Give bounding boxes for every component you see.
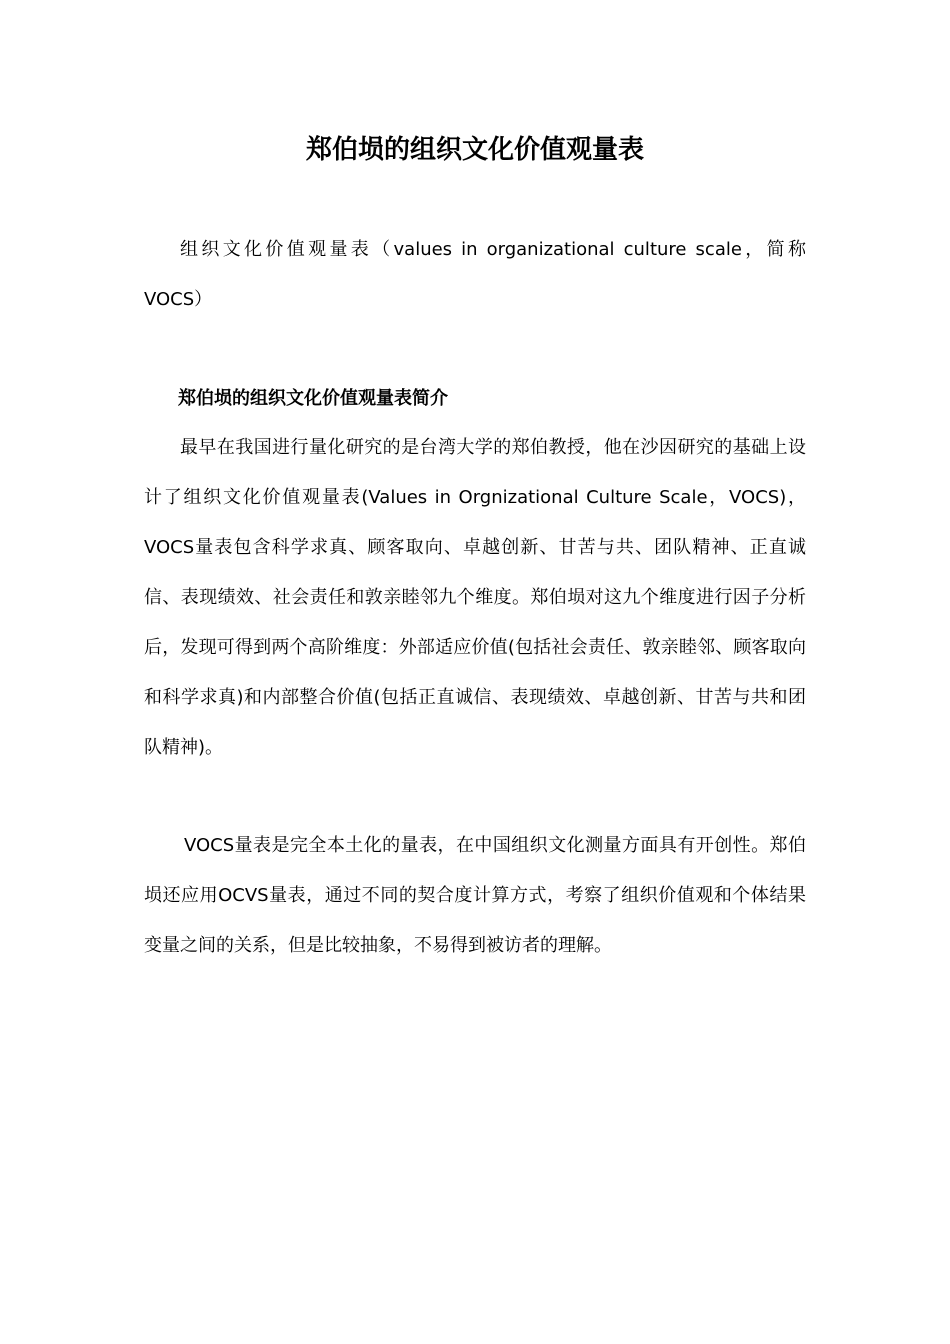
- document-title: 郑伯埙的组织文化价值观量表: [305, 135, 644, 165]
- body-paragraph-1: 最早在我国进行量化研究的是台湾大学的郑伯教授，他在沙因研究的基础上设计了组织文化价值观量表(Values in Orgnizational Culture Scale，VOCS)，VOCS量表包含科学求真、顾客取向、卓越创新、甘苦与共、团队精神、正直诚信、表现绩效、社会责任和敦亲睦邻九个维度。郑伯埙对这九个维度进行因子分析后，发现可得到两个高阶维度：外部适应价值(包括社会责任、敦亲睦邻、顾客取向和科学求真)和内部整合价值(包括正直诚信、表现绩效、卓越创新、甘苦与共和团队精神)。: [144, 437, 806, 758]
- intro-paragraph: 组织文化价值观量表（values in organizational culture scale，简称VOCS）: [144, 239, 806, 310]
- section-heading: 郑伯埙的组织文化价值观量表简介: [178, 388, 448, 409]
- body-paragraph-2: VOCS量表是完全本土化的量表，在中国组织文化测量方面具有开创性。郑伯埙还应用OCVS量表，通过不同的契合度计算方式，考察了组织价值观和个体结果变量之间的关系，但是比较抽象，不易得到被访者的理解。: [144, 835, 806, 956]
